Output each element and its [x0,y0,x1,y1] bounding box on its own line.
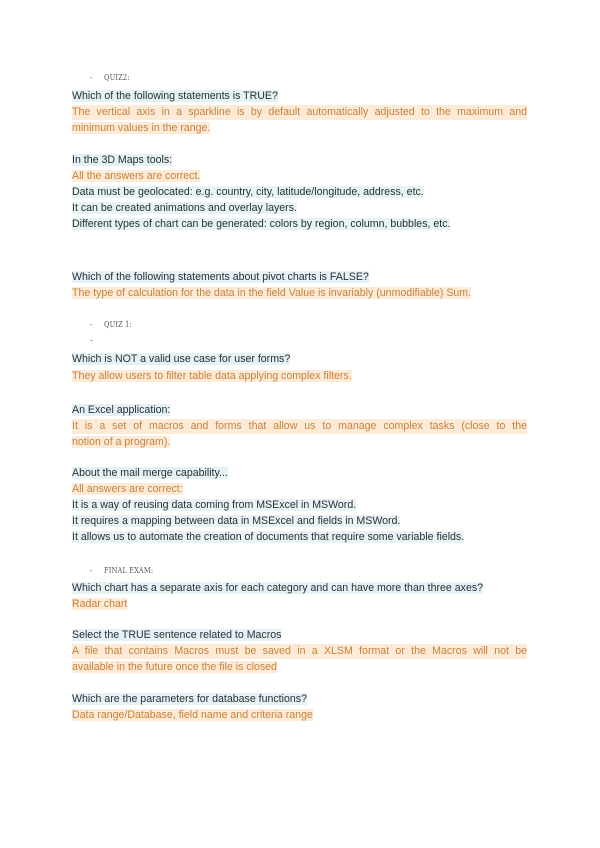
question-text: About the mail merge capability... [72,467,228,479]
bullet-dash: - [90,566,93,576]
section-heading-quiz2 [90,73,130,83]
question-text: Which of the following statements is TRUE? [72,90,278,102]
answer-text: notion of a program). [72,436,171,448]
question-text: Select the TRUE sentence related to Macros [72,629,282,641]
section-label: QUIZ 1: [104,320,132,330]
option-text: It can be created animations and overlay layers. [72,202,297,214]
section-heading-final-exam [90,566,153,576]
answer-text: minimum values in the range. [72,122,211,134]
answer-text: The vertical axis in a sparkline is by default automatically adjusted to the maximum and [72,106,527,118]
option-text: It allows us to automate the creation of documents that require some variable fields. [72,531,465,543]
option-text: It is a way of reusing data coming from MSExcel in MSWord. [72,499,357,511]
bullet-dash: - [90,320,93,330]
section-heading-quiz1 [90,320,132,330]
answer-text: Radar chart [72,598,128,610]
question-text: An Excel application: [72,404,171,416]
question-text: In the 3D Maps tools: [72,154,173,166]
answer-text: Data range/Database, field name and criteria range [72,709,313,721]
answer-text: A file that contains Macros must be saved in a XLSM format or the Macros will not be [72,645,527,657]
question-text: Which chart has a separate axis for each category and can have more than three axes? [72,582,484,594]
bullet-dash: - [90,73,93,83]
answer-text: It is a set of macros and forms that allow us to manage complex tasks (close to the [72,420,527,432]
answer-text: available in the future once the file is closed [72,661,277,673]
option-text: Data must be geolocated: e.g. country, city, latitude/longitude, address, etc. [72,186,424,198]
option-text: Different types of chart can be generated: colors by region, column, bubbles, etc. [72,218,451,230]
section-label: FINAL EXAM: [104,566,154,576]
section-label: QUIZ2: [104,73,130,83]
question-text: Which is NOT a valid use case for user forms? [72,353,291,365]
empty-bullet: - [90,335,93,345]
question-text: Which are the parameters for database functions? [72,693,307,705]
answer-text: All the answers are correct. [72,170,201,182]
answer-text: All answers are correct: [72,483,183,495]
answer-text: They allow users to filter table data applying complex filters. [72,370,352,382]
answer-text: The type of calculation for the data in the field Value is invariably (unmodifiable) Sum. [72,287,472,299]
option-text: It requires a mapping between data in MSExcel and fields in MSWord. [72,515,401,527]
question-text: Which of the following statements about pivot charts is FALSE? [72,271,369,283]
